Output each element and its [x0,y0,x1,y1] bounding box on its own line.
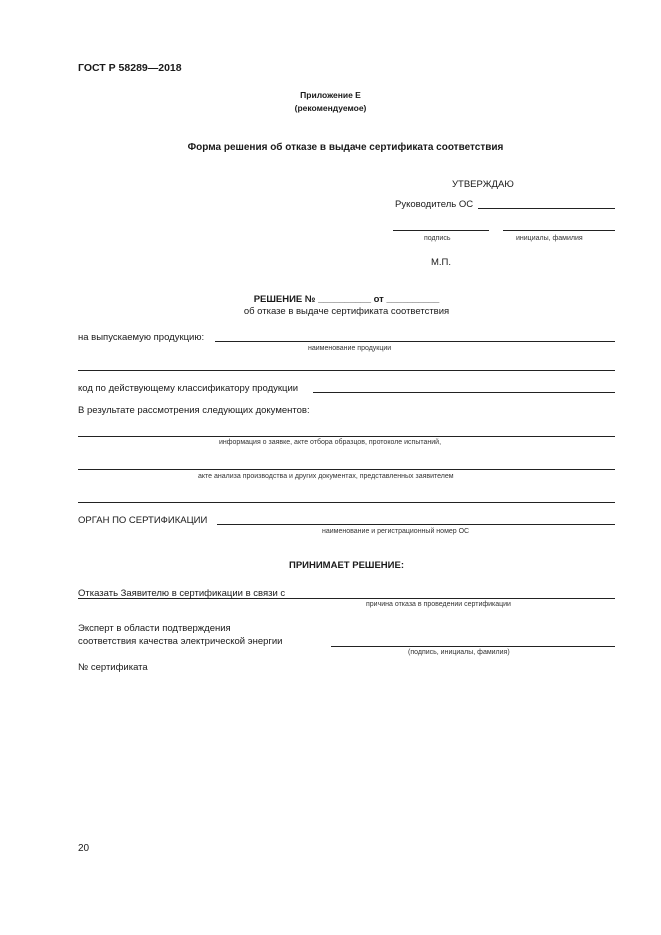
refuse-reason-field[interactable] [78,598,615,599]
certificate-number-label: № сертификата [78,662,148,673]
signature-caption: подпись [424,235,451,242]
seal-label: М.П. [431,257,452,268]
documents-field-2[interactable] [78,469,615,470]
expert-label-line-2: соответствия качества электрической энергии [78,636,283,647]
product-label: на выпускаемую продукцию: [78,332,205,343]
decision-heading: РЕШЕНИЕ № __________ от __________ [253,294,440,305]
document-code: ГОСТ Р 58289—2018 [78,62,182,74]
signature-field[interactable] [393,230,489,231]
head-of-body-field[interactable] [478,208,615,209]
documents-label: В результате рассмотрения следующих документов: [78,405,310,416]
classifier-field[interactable] [313,392,615,393]
product-field[interactable] [215,341,615,342]
certification-body-label: ОРГАН ПО СЕРТИФИКАЦИИ [78,515,208,526]
initials-caption: инициалы, фамилия [516,235,583,242]
product-caption: наименование продукции [308,345,392,352]
documents-caption-2: акте анализа производства и других документах, представленных заявителем [198,473,454,480]
refuse-reason-caption: причина отказа в проведении сертификации [366,601,511,608]
certification-body-field[interactable] [217,524,615,525]
documents-field-1[interactable] [78,436,615,437]
classifier-label: код по действующему классификатору продукции [78,383,299,394]
initials-field[interactable] [503,230,615,231]
approve-label: УТВЕРЖДАЮ [452,179,514,190]
expert-signature-caption: (подпись, инициалы, фамилия) [408,649,510,656]
product-field-continuation[interactable] [78,370,615,371]
decision-subheading: об отказе в выдаче сертификата соответствия [243,306,450,317]
page-number: 20 [78,843,90,854]
annex-status: (рекомендуемое) [294,103,367,113]
expert-signature-field[interactable] [331,646,615,647]
refuse-text: Отказать Заявителю в сертификации в связи с [78,588,286,599]
expert-label-line-1: Эксперт в области подтверждения [78,623,231,634]
documents-caption-1: информация о заявке, акте отбора образцов, протоколе испытаний, [219,439,442,446]
form-title: Форма решения об отказе в выдаче сертификата соответствия [187,142,504,153]
head-of-body-label: Руководитель ОС [395,199,474,210]
certification-body-caption: наименование и регистрационный номер ОС [322,528,470,535]
documents-field-3[interactable] [78,502,615,503]
resolution-heading: ПРИНИМАЕТ РЕШЕНИЕ: [289,560,404,571]
annex-title: Приложение Е [300,90,361,100]
